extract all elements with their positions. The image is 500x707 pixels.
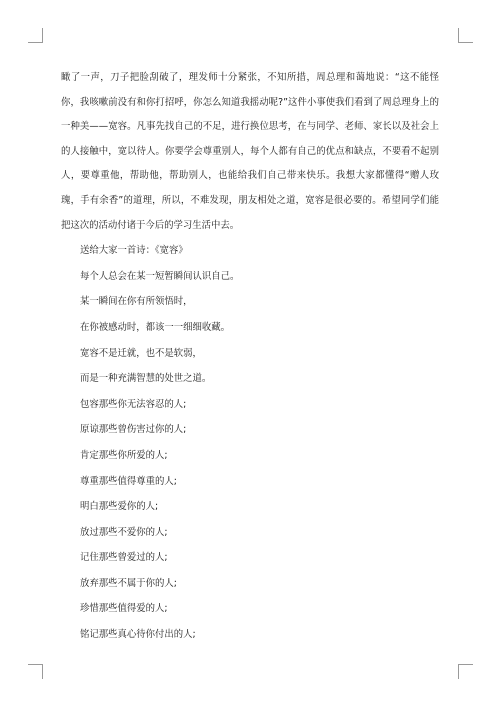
poem-line: 某一瞬间在你有所领悟时， <box>80 296 193 308</box>
poem-line: 原谅那些曾伤害过你的人; <box>80 424 187 436</box>
poem-line: 包容那些你无法容忍的人; <box>80 398 187 410</box>
crop-mark-top-right <box>458 28 473 43</box>
crop-mark-top-left <box>28 28 43 43</box>
poem-line: 尊重那些值得尊重的人; <box>80 475 177 487</box>
poem-intro-line: 送给大家一首诗：《宽容》 <box>80 245 188 257</box>
poem-line: 肯定那些你所爱的人; <box>80 449 168 461</box>
poem-line: 明白那些爱你的人; <box>80 501 159 513</box>
poem-line: 在你被感动时，都该一一细细收藏。 <box>80 321 231 333</box>
poem-block <box>61 238 439 648</box>
crop-mark-bottom-left <box>28 664 43 679</box>
poem-line: 珍惜那些值得爱的人; <box>80 603 168 615</box>
poem-line: 而是一种充满智慧的处世之道。 <box>80 373 212 385</box>
document-page <box>61 66 439 648</box>
poem-line: 宽容不是迁就，也不是软弱， <box>80 347 202 359</box>
body-paragraph: 瞰了一声，刀子把脸刮破了，理发师十分紧张，不知所措，周总理和蔼地说：“这不能怪你，我咳嗽前没有和你打招呼，你怎么知道我摇动呢?”这件小事使我们看到了周总理身上的一种美——宽容。凡事先找自己的不足，进行换位思考，在与同学、老师、家长以及社会上的人接触中，宽以待人。你要学会尊重别人，每个人都有自己的优点和缺点，不要看不起别人，要尊重他，帮助他，帮助别人，也能给我们自己带来快乐。我想大家都懂得“赠人玫瑰，手有余香”的道理，所以，不难发现，朋友相处之道，宽容是很必要的。希望同学们能把这次的活动付诸于今后的学习生活中去。 <box>61 72 439 231</box>
poem-line: 铭记那些真心待你付出的人; <box>80 629 196 641</box>
crop-mark-bottom-right <box>458 664 473 679</box>
poem-line: 放过那些不爱你的人; <box>80 526 168 538</box>
poem-line: 记住那些曾爱过的人; <box>80 552 168 564</box>
poem-line: 每个人总会在某一短暂瞬间认识自己。 <box>80 270 240 282</box>
poem-line: 放弃那些不属于你的人; <box>80 577 177 589</box>
